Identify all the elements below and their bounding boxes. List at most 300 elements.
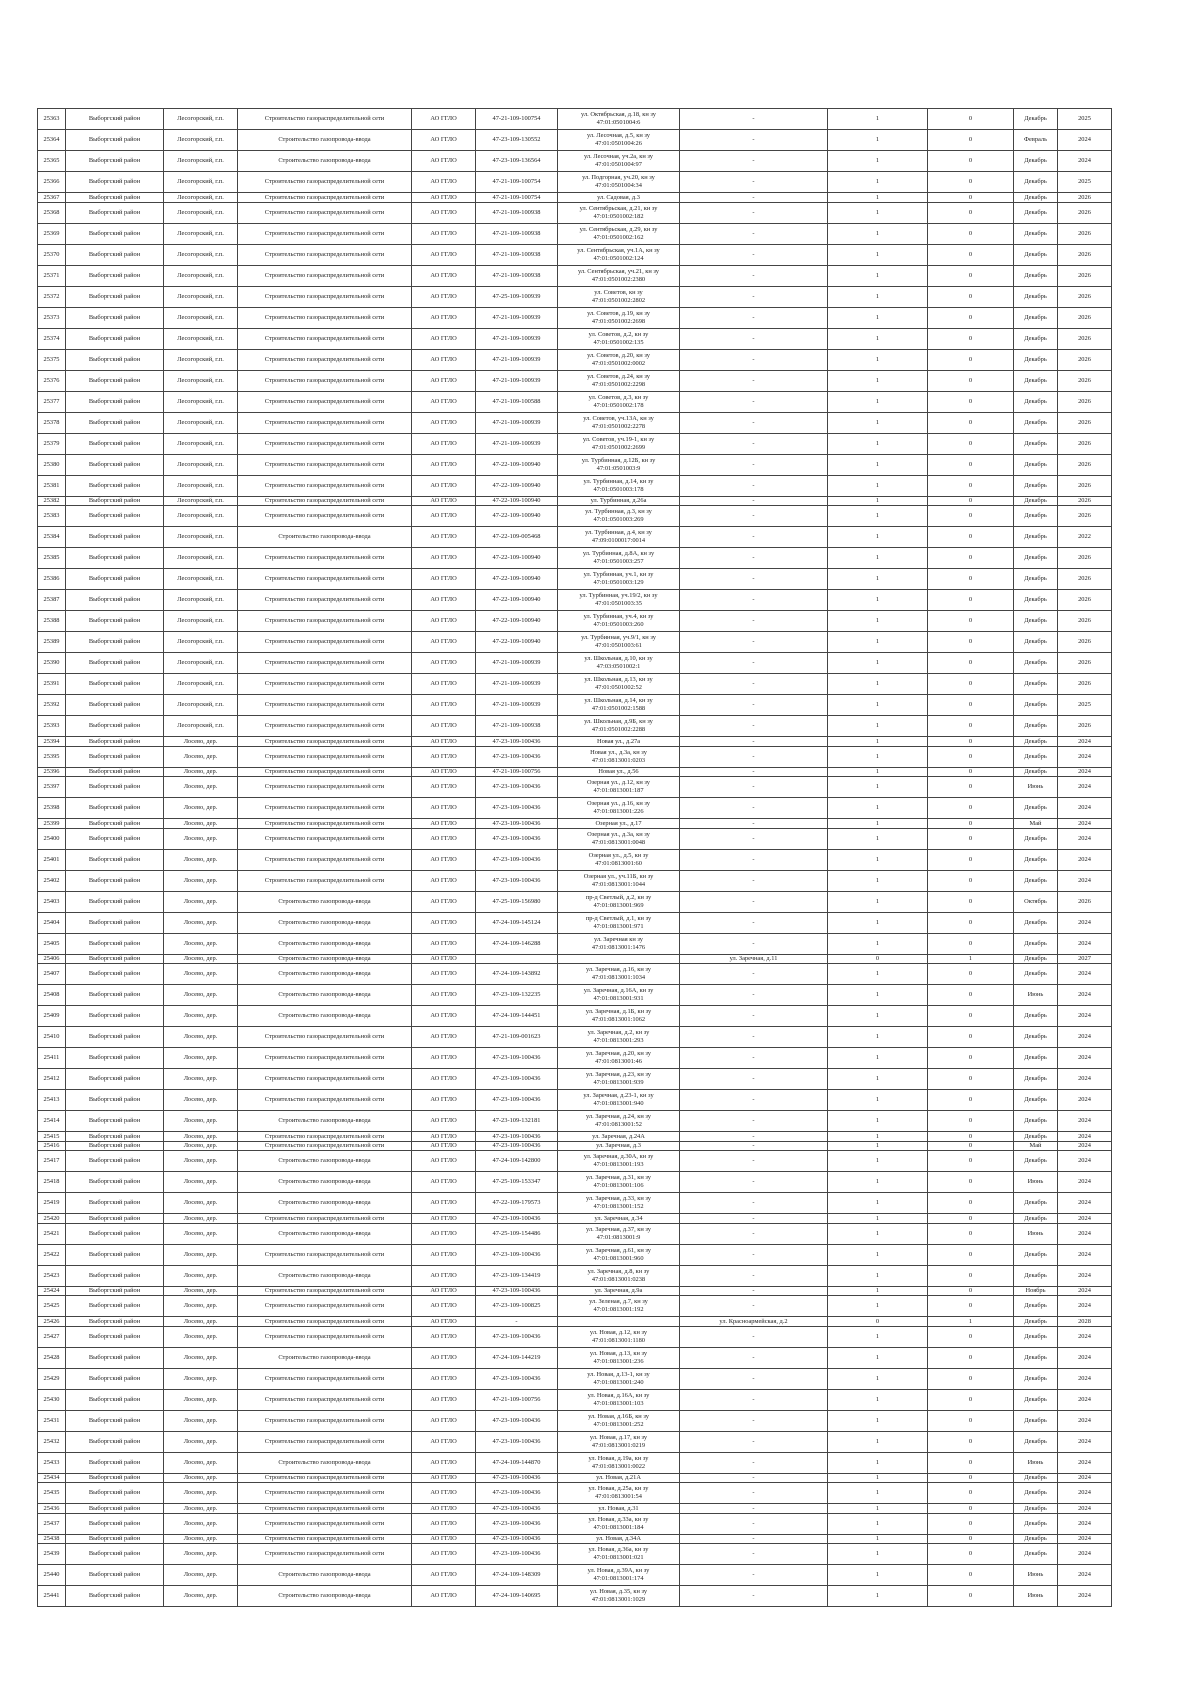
address-cell xyxy=(558,244,680,265)
work-type-cell: Строительство газораспределительной сети xyxy=(238,632,412,653)
address-cell xyxy=(558,412,680,433)
cadastral-number: 47:01:0813001:0022 xyxy=(591,1462,646,1470)
district-name-cell: Выборгский район xyxy=(66,1452,164,1473)
row-number-cell: 25396 xyxy=(38,767,66,777)
table-row xyxy=(38,1214,1162,1224)
table-row xyxy=(38,1132,1162,1142)
cadastral-number: 47:01:0813001:293 xyxy=(593,1037,644,1044)
address-line: Озерная ул., д.16, кн зу xyxy=(586,800,650,808)
alt-address-cell: - xyxy=(680,1193,828,1214)
organization-cell: АО ГГЛО xyxy=(412,954,476,964)
district-name-cell: Выборгский район xyxy=(66,328,164,349)
district-name-cell: Выборгский район xyxy=(66,1048,164,1069)
count-b-cell: 0 xyxy=(928,1172,1014,1193)
address-cell xyxy=(558,870,680,891)
address-cell xyxy=(558,202,680,223)
count-a-cell: 1 xyxy=(828,1513,928,1534)
count-b-cell: 0 xyxy=(928,828,1014,849)
district-name-cell: Выборгский район xyxy=(66,1504,164,1514)
settlement-name-cell: Лосево, дер. xyxy=(164,1586,238,1607)
district-name-cell: Выборгский район xyxy=(66,370,164,391)
address-line: Озерная ул., д.17 xyxy=(595,819,642,827)
address-line: ул. Заречная, д.16А, кн зу xyxy=(583,987,654,995)
registration-number-cell: 47-22-109-100940 xyxy=(476,632,558,653)
count-b-cell: 0 xyxy=(928,286,1014,307)
settlement-name-cell: Лосево, дер. xyxy=(164,1214,238,1224)
district-name-cell: Выборгский район xyxy=(66,590,164,611)
organization-cell: АО ГГЛО xyxy=(412,737,476,747)
count-a-cell: 1 xyxy=(828,746,928,767)
year-cell: 2024 xyxy=(1058,746,1112,767)
work-type-cell: Строительство газопровода-ввода xyxy=(238,933,412,954)
year-cell: 2026 xyxy=(1058,391,1112,412)
address-cell xyxy=(558,1296,680,1317)
district-name-cell: Выборгский район xyxy=(66,1069,164,1090)
row-number-cell: 25437 xyxy=(38,1513,66,1534)
address-cell xyxy=(558,1111,680,1132)
work-type-cell: Строительство газораспределительной сети xyxy=(238,653,412,674)
table-row xyxy=(38,798,1162,819)
address-line: ул. Школьная, д.10, кн зу xyxy=(584,655,653,663)
count-a-cell: 1 xyxy=(828,412,928,433)
cadastral-number: 47:01:0813001:54 xyxy=(595,1493,642,1500)
year-cell: 2024 xyxy=(1058,828,1112,849)
year-cell: 2026 xyxy=(1058,891,1112,912)
cadastral-number: 47:01:0501003:269 xyxy=(593,516,644,523)
work-type-cell: Строительство газораспределительной сети xyxy=(238,674,412,695)
count-b-cell: 0 xyxy=(928,1214,1014,1224)
month-cell: Декабрь xyxy=(1014,391,1058,412)
registration-number-cell: 47-21-109-100939 xyxy=(476,653,558,674)
organization-cell: АО ГГЛО xyxy=(412,653,476,674)
year-cell: 2026 xyxy=(1058,590,1112,611)
year-cell: 2026 xyxy=(1058,412,1112,433)
organization-cell: АО ГГЛО xyxy=(412,151,476,172)
table-row xyxy=(38,1565,1162,1586)
address-cell xyxy=(558,265,680,286)
address-line: ул. Октябрьская, д.18, кн зу xyxy=(581,111,656,119)
cadastral-number: 47:01:0813001:0219 xyxy=(591,1441,646,1449)
count-b-cell: 0 xyxy=(928,1151,1014,1172)
address-cell xyxy=(558,1265,680,1286)
address-line: ул. Новая, д.21А xyxy=(596,1474,641,1481)
organization-cell: АО ГГЛО xyxy=(412,964,476,985)
cadastral-number: 47:01:0813001:0203 xyxy=(591,756,646,764)
settlement-name-cell: Лосево, дер. xyxy=(164,1389,238,1410)
table-row xyxy=(38,1027,1162,1048)
work-type-cell: Строительство газораспределительной сети xyxy=(238,172,412,193)
table-row xyxy=(38,1296,1162,1317)
organization-cell: АО ГГЛО xyxy=(412,849,476,870)
organization-cell: АО ГГЛО xyxy=(412,1141,476,1151)
organization-cell: АО ГГЛО xyxy=(412,1483,476,1504)
table-row xyxy=(38,1317,1162,1327)
month-cell: Декабрь xyxy=(1014,548,1058,569)
count-b-cell: 0 xyxy=(928,1347,1014,1368)
month-cell: Декабрь xyxy=(1014,1048,1058,1069)
count-b-cell: 0 xyxy=(928,1534,1014,1544)
table-row xyxy=(38,109,1162,130)
month-cell: Декабрь xyxy=(1014,695,1058,716)
month-cell: Декабрь xyxy=(1014,1027,1058,1048)
count-b-cell: 0 xyxy=(928,475,1014,496)
organization-cell: АО ГГЛО xyxy=(412,1193,476,1214)
row-number-cell: 25417 xyxy=(38,1151,66,1172)
alt-address-cell: - xyxy=(680,454,828,475)
alt-address-cell: - xyxy=(680,767,828,777)
count-a-cell: 1 xyxy=(828,349,928,370)
count-a-cell: 1 xyxy=(828,1431,928,1452)
count-a-cell: 1 xyxy=(828,891,928,912)
row-number-cell: 25402 xyxy=(38,870,66,891)
settlement-name-cell: Лесогорский, г.п. xyxy=(164,433,238,454)
organization-cell: АО ГГЛО xyxy=(412,590,476,611)
work-type-cell: Строительство газопровода-ввода xyxy=(238,1265,412,1286)
count-a-cell: 1 xyxy=(828,172,928,193)
year-cell: 2024 xyxy=(1058,1483,1112,1504)
table-row xyxy=(38,632,1162,653)
work-type-cell: Строительство газопровода-ввода xyxy=(238,1347,412,1368)
count-a-cell: 1 xyxy=(828,767,928,777)
district-name-cell: Выборгский район xyxy=(66,244,164,265)
organization-cell: АО ГГЛО xyxy=(412,244,476,265)
district-name-cell: Выборгский район xyxy=(66,1172,164,1193)
address-line: ул. Лесочная, д.5, кн зу xyxy=(586,132,650,140)
month-cell: Июнь xyxy=(1014,1223,1058,1244)
alt-address-cell: - xyxy=(680,891,828,912)
address-cell xyxy=(558,286,680,307)
cadastral-number: 47:01:0501002:0002 xyxy=(591,359,646,367)
year-cell: 2024 xyxy=(1058,1473,1112,1483)
table-row xyxy=(38,1111,1162,1132)
settlement-name-cell: Лосево, дер. xyxy=(164,1090,238,1111)
registration-number-cell: 47-21-109-100939 xyxy=(476,370,558,391)
month-cell: Декабрь xyxy=(1014,849,1058,870)
address-cell xyxy=(558,653,680,674)
work-type-cell: Строительство газораспределительной сети xyxy=(238,1368,412,1389)
organization-cell: АО ГГЛО xyxy=(412,632,476,653)
district-name-cell: Выборгский район xyxy=(66,1027,164,1048)
table-row xyxy=(38,767,1162,777)
work-type-cell: Строительство газопровода-ввода xyxy=(238,1193,412,1214)
address-cell xyxy=(558,1473,680,1483)
count-a-cell: 0 xyxy=(828,1317,928,1327)
table-row xyxy=(38,328,1162,349)
cadastral-number: 47:01:0501004:26 xyxy=(595,140,642,147)
count-b-cell: 0 xyxy=(928,674,1014,695)
address-line: Новая ул., д.3а, кн зу xyxy=(590,748,647,756)
organization-cell: АО ГГЛО xyxy=(412,328,476,349)
address-cell xyxy=(558,328,680,349)
alt-address-cell: - xyxy=(680,1069,828,1090)
year-cell: 2025 xyxy=(1058,172,1112,193)
count-a-cell: 1 xyxy=(828,611,928,632)
settlement-name-cell: Лосево, дер. xyxy=(164,1244,238,1265)
count-a-cell: 1 xyxy=(828,1326,928,1347)
year-cell: 2022 xyxy=(1058,527,1112,548)
address-line: Озерная ул., д.12, кн зу xyxy=(586,779,650,787)
count-b-cell: 0 xyxy=(928,767,1014,777)
row-number-cell: 25405 xyxy=(38,933,66,954)
cadastral-number: 47:01:0501003:260 xyxy=(593,621,644,628)
organization-cell: АО ГГЛО xyxy=(412,1223,476,1244)
settlement-name-cell: Лесогорский, г.п. xyxy=(164,506,238,527)
alt-address-cell: - xyxy=(680,1586,828,1607)
month-cell: Декабрь xyxy=(1014,496,1058,506)
registration-number-cell: 47-23-109-100436 xyxy=(476,1368,558,1389)
row-number-cell: 25392 xyxy=(38,695,66,716)
address-line: ул. Турбинная, д.3, кн зу xyxy=(585,508,652,516)
count-b-cell: 0 xyxy=(928,1090,1014,1111)
count-b-cell: 0 xyxy=(928,151,1014,172)
row-number-cell: 25440 xyxy=(38,1565,66,1586)
row-number-cell: 25436 xyxy=(38,1504,66,1514)
year-cell: 2024 xyxy=(1058,1389,1112,1410)
address-cell xyxy=(558,590,680,611)
settlement-name-cell: Лесогорский, г.п. xyxy=(164,307,238,328)
work-type-cell: Строительство газораспределительной сети xyxy=(238,1141,412,1151)
alt-address-cell: - xyxy=(680,1326,828,1347)
row-number-cell: 25376 xyxy=(38,370,66,391)
registration-number-cell: 47-23-109-100436 xyxy=(476,1286,558,1296)
settlement-name-cell: Лесогорский, г.п. xyxy=(164,527,238,548)
count-a-cell: 1 xyxy=(828,1069,928,1090)
address-line: ул. Заречная, д.37, кн зу xyxy=(586,1225,651,1233)
address-line: ул. Сентябрьская, д.29, кн зу xyxy=(579,225,658,233)
alt-address-cell: - xyxy=(680,1048,828,1069)
registration-number-cell: 47-23-109-100436 xyxy=(476,849,558,870)
count-a-cell: 1 xyxy=(828,244,928,265)
district-name-cell: Выборгский район xyxy=(66,1565,164,1586)
address-line: ул. Турбинная, уч.9/1, кн зу xyxy=(581,634,656,642)
address-cell xyxy=(558,1431,680,1452)
month-cell: Декабрь xyxy=(1014,1317,1058,1327)
year-cell: 2026 xyxy=(1058,611,1112,632)
table-row xyxy=(38,569,1162,590)
count-a-cell: 1 xyxy=(828,1296,928,1317)
cadastral-number: 47:01:0501002:2380 xyxy=(591,275,646,283)
year-cell: 2024 xyxy=(1058,1326,1112,1347)
settlement-name-cell: Лесогорский, г.п. xyxy=(164,611,238,632)
district-name-cell: Выборгский район xyxy=(66,1132,164,1142)
cadastral-number: 47:01:0813001:1180 xyxy=(591,1336,646,1344)
organization-cell: АО ГГЛО xyxy=(412,1452,476,1473)
year-cell: 2024 xyxy=(1058,1141,1112,1151)
settlement-name-cell: Лосево, дер. xyxy=(164,933,238,954)
count-a-cell: 1 xyxy=(828,1132,928,1142)
work-type-cell: Строительство газораспределительной сети xyxy=(238,244,412,265)
year-cell: 2024 xyxy=(1058,737,1112,747)
month-cell: Декабрь xyxy=(1014,1368,1058,1389)
registration-number-cell: 47-22-109-100940 xyxy=(476,548,558,569)
count-a-cell: 1 xyxy=(828,777,928,798)
address-line: ул. Советов, д.20, кн зу xyxy=(587,351,650,359)
count-b-cell: 0 xyxy=(928,590,1014,611)
registration-number-cell: 47-21-109-100756 xyxy=(476,767,558,777)
count-b-cell: 0 xyxy=(928,496,1014,506)
organization-cell: АО ГГЛО xyxy=(412,1389,476,1410)
month-cell: Декабрь xyxy=(1014,1504,1058,1514)
year-cell: 2026 xyxy=(1058,569,1112,590)
year-cell: 2024 xyxy=(1058,912,1112,933)
year-cell: 2024 xyxy=(1058,1132,1112,1142)
settlement-name-cell: Лосево, дер. xyxy=(164,1132,238,1142)
year-cell: 2026 xyxy=(1058,716,1112,737)
settlement-name-cell: Лесогорский, г.п. xyxy=(164,475,238,496)
row-number-cell: 25420 xyxy=(38,1214,66,1224)
year-cell: 2026 xyxy=(1058,454,1112,475)
address-cell xyxy=(558,1006,680,1027)
row-number-cell: 25403 xyxy=(38,891,66,912)
organization-cell: АО ГГЛО xyxy=(412,370,476,391)
table-row xyxy=(38,1431,1162,1452)
count-b-cell: 0 xyxy=(928,193,1014,203)
alt-address-cell: - xyxy=(680,1431,828,1452)
month-cell: Декабрь xyxy=(1014,1326,1058,1347)
work-type-cell: Строительство газопровода-ввода xyxy=(238,1452,412,1473)
row-number-cell: 25381 xyxy=(38,475,66,496)
settlement-name-cell: Лосево, дер. xyxy=(164,912,238,933)
count-b-cell: 0 xyxy=(928,307,1014,328)
organization-cell: АО ГГЛО xyxy=(412,349,476,370)
district-name-cell: Выборгский район xyxy=(66,891,164,912)
month-cell: Декабрь xyxy=(1014,244,1058,265)
organization-cell: АО ГГЛО xyxy=(412,527,476,548)
row-number-cell: 25434 xyxy=(38,1473,66,1483)
count-b-cell: 0 xyxy=(928,870,1014,891)
address-line: ул. Новая, д.19а, кн зу xyxy=(588,1454,649,1462)
cadastral-number: 47:01:0813001:106 xyxy=(593,1182,644,1189)
count-b-cell: 0 xyxy=(928,1431,1014,1452)
work-type-cell: Строительство газораспределительной сети xyxy=(238,1317,412,1327)
count-a-cell: 1 xyxy=(828,1172,928,1193)
table-row xyxy=(38,1069,1162,1090)
year-cell: 2024 xyxy=(1058,1111,1112,1132)
work-type-cell: Строительство газопровода-ввода xyxy=(238,985,412,1006)
count-a-cell: 1 xyxy=(828,1544,928,1565)
table-row xyxy=(38,933,1162,954)
settlement-name-cell: Лесогорский, г.п. xyxy=(164,454,238,475)
settlement-name-cell: Лесогорский, г.п. xyxy=(164,265,238,286)
address-cell xyxy=(558,193,680,203)
cadastral-number: 47:01:0501002:52 xyxy=(595,684,642,691)
settlement-name-cell: Лосево, дер. xyxy=(164,1286,238,1296)
count-b-cell: 0 xyxy=(928,370,1014,391)
work-type-cell: Строительство газораспределительной сети xyxy=(238,1069,412,1090)
table-row xyxy=(38,695,1162,716)
row-number-cell: 25384 xyxy=(38,527,66,548)
count-b-cell: 0 xyxy=(928,506,1014,527)
address-cell xyxy=(558,1193,680,1214)
organization-cell: АО ГГЛО xyxy=(412,1504,476,1514)
alt-address-cell: - xyxy=(680,819,828,829)
address-line: ул. Новая, д.25а, кн зу xyxy=(588,1485,649,1493)
table-row xyxy=(38,819,1162,829)
alt-address-cell: - xyxy=(680,223,828,244)
row-number-cell: 25369 xyxy=(38,223,66,244)
table-row xyxy=(38,244,1162,265)
table-row xyxy=(38,737,1162,747)
count-b-cell: 0 xyxy=(928,737,1014,747)
work-type-cell: Строительство газораспределительной сети xyxy=(238,746,412,767)
row-number-cell: 25397 xyxy=(38,777,66,798)
district-name-cell: Выборгский район xyxy=(66,695,164,716)
address-cell xyxy=(558,737,680,747)
row-number-cell: 25422 xyxy=(38,1244,66,1265)
address-cell xyxy=(558,1452,680,1473)
cadastral-number: 47:01:0813001:152 xyxy=(593,1203,644,1210)
district-name-cell: Выборгский район xyxy=(66,985,164,1006)
month-cell: Декабрь xyxy=(1014,767,1058,777)
cadastral-number: 47:01:0813001:193 xyxy=(593,1161,644,1168)
organization-cell: АО ГГЛО xyxy=(412,767,476,777)
work-type-cell: Строительство газопровода-ввода xyxy=(238,891,412,912)
address-line: ул. Новая, д.12, кн зу xyxy=(589,1328,648,1336)
row-number-cell: 25364 xyxy=(38,130,66,151)
month-cell: Февраль xyxy=(1014,130,1058,151)
count-a-cell: 1 xyxy=(828,1389,928,1410)
address-line: ул. Новая, д.33а, кн зу xyxy=(588,1515,649,1523)
count-b-cell: 0 xyxy=(928,328,1014,349)
settlement-name-cell: Лосево, дер. xyxy=(164,1027,238,1048)
district-name-cell: Выборгский район xyxy=(66,454,164,475)
address-cell xyxy=(558,746,680,767)
count-a-cell: 1 xyxy=(828,1151,928,1172)
count-a-cell: 1 xyxy=(828,307,928,328)
address-cell xyxy=(558,1027,680,1048)
district-name-cell: Выборгский район xyxy=(66,1090,164,1111)
table-row xyxy=(38,1193,1162,1214)
cadastral-number: 47:01:0813001:252 xyxy=(593,1420,644,1428)
organization-cell: АО ГГЛО xyxy=(412,1473,476,1483)
count-a-cell: 1 xyxy=(828,964,928,985)
count-b-cell: 0 xyxy=(928,1296,1014,1317)
table-row xyxy=(38,496,1162,506)
district-name-cell: Выборгский район xyxy=(66,653,164,674)
cadastral-number: 47:01:0501002:2802 xyxy=(591,296,646,304)
alt-address-cell: - xyxy=(680,370,828,391)
cadastral-number: 47:01:0501002:124 xyxy=(593,254,644,262)
address-line: ул. Заречная, д.2, кн зу xyxy=(587,1029,650,1037)
work-type-cell: Строительство газораспределительной сети xyxy=(238,1244,412,1265)
organization-cell: АО ГГЛО xyxy=(412,1027,476,1048)
count-b-cell: 0 xyxy=(928,527,1014,548)
alt-address-cell: - xyxy=(680,1244,828,1265)
count-a-cell: 1 xyxy=(828,1452,928,1473)
organization-cell: АО ГГЛО xyxy=(412,1244,476,1265)
address-line: ул. Зеленая, д.7, кн зу xyxy=(589,1298,648,1306)
settlement-name-cell: Лесогорский, г.п. xyxy=(164,286,238,307)
address-line: ул. Новая, д.39А, кн зу xyxy=(587,1567,650,1575)
alt-address-cell: - xyxy=(680,307,828,328)
year-cell: 2024 xyxy=(1058,1347,1112,1368)
work-type-cell: Строительство газораспределительной сети xyxy=(238,370,412,391)
alt-address-cell: - xyxy=(680,798,828,819)
registration-number-cell: 47-23-109-132235 xyxy=(476,985,558,1006)
table-row xyxy=(38,1389,1162,1410)
count-b-cell: 0 xyxy=(928,1565,1014,1586)
organization-cell: АО ГГЛО xyxy=(412,412,476,433)
month-cell: Декабрь xyxy=(1014,653,1058,674)
registration-number-cell: 47-21-109-100754 xyxy=(476,193,558,203)
settlement-name-cell: Лосево, дер. xyxy=(164,1483,238,1504)
table-row xyxy=(38,307,1162,328)
registration-number-cell: 47-23-109-100436 xyxy=(476,798,558,819)
count-b-cell: 0 xyxy=(928,1069,1014,1090)
year-cell: 2025 xyxy=(1058,695,1112,716)
organization-cell: АО ГГЛО xyxy=(412,1132,476,1142)
year-cell: 2024 xyxy=(1058,1565,1112,1586)
